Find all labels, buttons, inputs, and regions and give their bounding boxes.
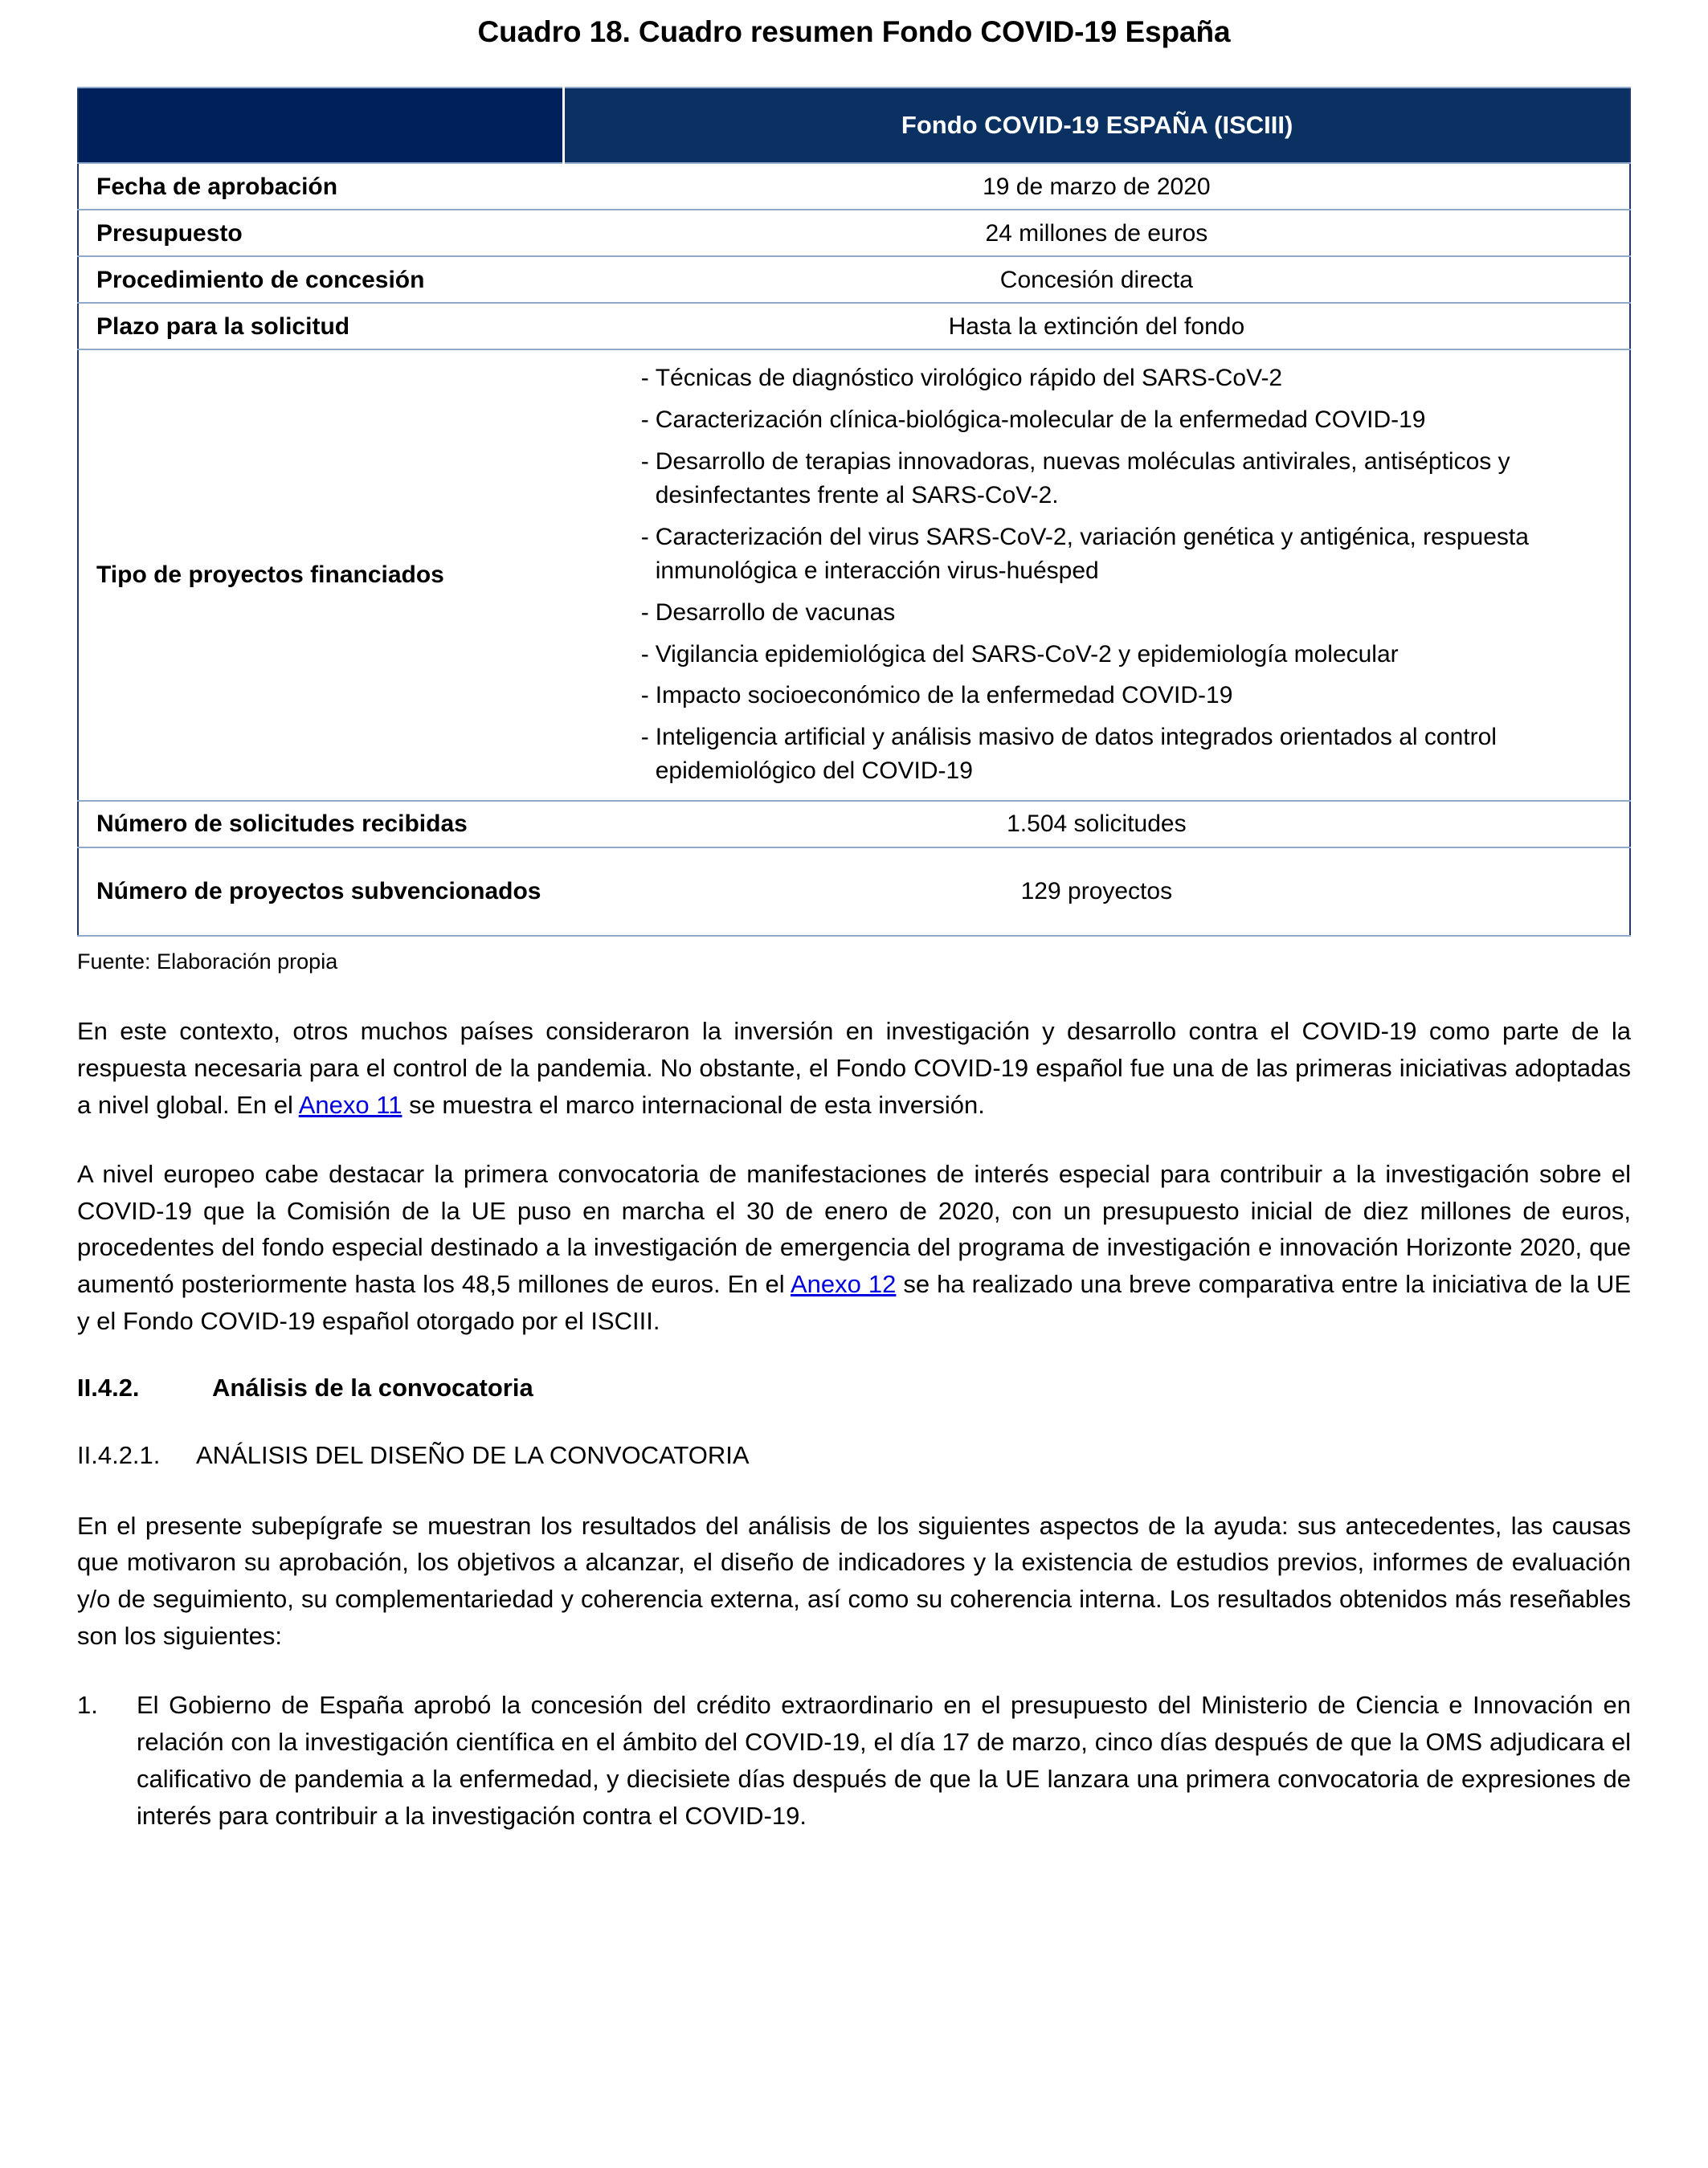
row-value-procedimiento-concesion: Concesión directa <box>564 256 1630 303</box>
table-row <box>78 801 1630 847</box>
row-value-presupuesto: 24 millones de euros <box>564 210 1630 256</box>
summary-table <box>77 87 1631 937</box>
table-source-note: Fuente: Elaboración propia <box>77 949 338 974</box>
subsection-heading-analisis-diseno <box>77 1439 1631 1472</box>
paragraph-contexto-part2: se muestra el marco internacional de esta inversión. <box>402 1090 985 1119</box>
table-row <box>78 303 1630 349</box>
list-item: - Caracterización del virus SARS-CoV-2, variación genética y antigénica, respuesta inmunológica e interacción virus-huésped <box>641 521 1597 589</box>
row-label-proyectos-subvencionados: Número de proyectos subvencionados <box>78 847 564 936</box>
row-value-fecha-aprobacion: 19 de marzo de 2020 <box>564 163 1630 210</box>
paragraph-contexto <box>77 1013 1631 1124</box>
table-header <box>78 88 1630 163</box>
row-value-solicitudes-recibidas: 1.504 solicitudes <box>564 801 1630 847</box>
row-label-presupuesto: Presupuesto <box>78 210 564 256</box>
table-body <box>78 163 1630 936</box>
paragraph-subepigrafe: En el presente subepígrafe se muestran los resultados del análisis de los siguientes aspectos de la ayuda: sus antecedentes, las causas que motivaron su aprobación, los objetivos a alcanzar, el diseño de indicadores y la existencia de estudios previos, informes de evaluación y/o de seguimiento, su complementariedad y coherencia externa, así como su coherencia interna. Los resultados obtenidos más reseñables son los siguientes: <box>77 1511 1631 1651</box>
link-anexo-11[interactable]: Anexo 11 <box>298 1090 402 1119</box>
section-heading-analisis-convocatoria <box>77 1372 1631 1404</box>
findings-list <box>77 1687 1631 1835</box>
section-heading-number: II.4.2. <box>77 1374 140 1402</box>
paragraph-nivel-europeo-part1: A nivel europeo cabe destacar la primera convocatoria de manifestaciones de interés especial para contribuir a la investigación sobre el COVID-19 que la Comisión de la UE puso en marcha el 30 de enero de 2020, con un presupuesto inicial de diez millones de euros, procedentes del fondo especial destinado a la investigación de emergencia del programa de investigación e innovación Horizonte 2020, que aumentó posteriormente hasta los 48,5 millones de euros. En el <box>77 1159 1631 1299</box>
subsection-heading-number: II.4.2.1. <box>77 1441 161 1470</box>
row-label-solicitudes-recibidas: Número de solicitudes recibidas <box>78 801 564 847</box>
paragraph-nivel-europeo <box>77 1156 1631 1340</box>
table-row <box>78 210 1630 256</box>
table-row <box>78 256 1630 303</box>
row-value-tipo-proyectos <box>564 349 1630 801</box>
row-label-plazo-solicitud: Plazo para la solicitud <box>78 303 564 349</box>
subsection-heading-text: ANÁLISIS DEL DISEÑO DE LA CONVOCATORIA <box>196 1441 750 1470</box>
list-item <box>77 1687 1631 1835</box>
row-value-proyectos-subvencionados: 129 proyectos <box>564 847 1630 936</box>
link-anexo-12[interactable]: Anexo 12 <box>791 1270 897 1299</box>
list-item: - Desarrollo de terapias innovadoras, nuevas moléculas antivirales, antisépticos y desinfectantes frente al SARS-CoV-2. <box>641 445 1597 513</box>
list-item: - Inteligencia artificial y análisis masivo de datos integrados orientados al control epidemiológico del COVID-19 <box>641 721 1597 789</box>
page-title: Cuadro 18. Cuadro resumen Fondo COVID-19 España <box>477 15 1231 48</box>
row-label-tipo-proyectos: Tipo de proyectos financiados <box>78 349 564 801</box>
table-header-row <box>78 88 1630 163</box>
row-label-procedimiento-concesion: Procedimiento de concesión <box>78 256 564 303</box>
list-item: - Vigilancia epidemiológica del SARS-CoV-2 y epidemiología molecular <box>641 638 1597 672</box>
row-value-plazo-solicitud: Hasta la extinción del fondo <box>564 303 1630 349</box>
table-header-title-cell: Fondo COVID-19 ESPAÑA (ISCIII) <box>564 88 1630 163</box>
project-types-list <box>564 361 1597 789</box>
table-row <box>78 163 1630 210</box>
table-header-empty-cell <box>78 88 564 163</box>
section-heading-text: Análisis de la convocatoria <box>212 1374 533 1402</box>
row-label-fecha-aprobacion: Fecha de aprobación <box>78 163 564 210</box>
list-item: - Técnicas de diagnóstico virológico rápido del SARS-CoV-2 <box>641 361 1597 396</box>
table-row <box>78 847 1630 936</box>
list-item-text: El Gobierno de España aprobó la concesión del crédito extraordinario en el presupuesto del Ministerio de Ciencia e Innovación en relación con la investigación científica en el ámbito del COVID-19, el día 17 de marzo, cinco días después de que la OMS adjudicara el calificativo de pandemia a la enfermedad, y diecisiete días después de que la UE lanzara una primera convocatoria de expresiones de interés para contribuir a la investigación contra el COVID-19. <box>137 1691 1631 1830</box>
paragraph-nivel-europeo-part2: se ha realizado una breve comparativa entre la iniciativa de la UE y el Fondo COVID-19 español otorgado por el ISCIII. <box>77 1270 1631 1336</box>
list-item: - Desarrollo de vacunas <box>641 596 1597 631</box>
list-item: - Caracterización clínica-biológica-molecular de la enfermedad COVID-19 <box>641 403 1597 438</box>
paragraph-contexto-part1: En este contexto, otros muchos países consideraron la inversión en investigación y desarrollo contra el COVID-19 como parte de la respuesta necesaria para el control de la pandemia. No obstante, el Fondo COVID-19 español fue una de las primeras iniciativas adoptadas a nivel global. En el <box>77 1017 1631 1119</box>
table-row-proyectos <box>78 349 1630 801</box>
list-item-marker: 1. <box>77 1691 98 1720</box>
list-item: - Impacto socioeconómico de la enfermedad COVID-19 <box>641 679 1597 713</box>
